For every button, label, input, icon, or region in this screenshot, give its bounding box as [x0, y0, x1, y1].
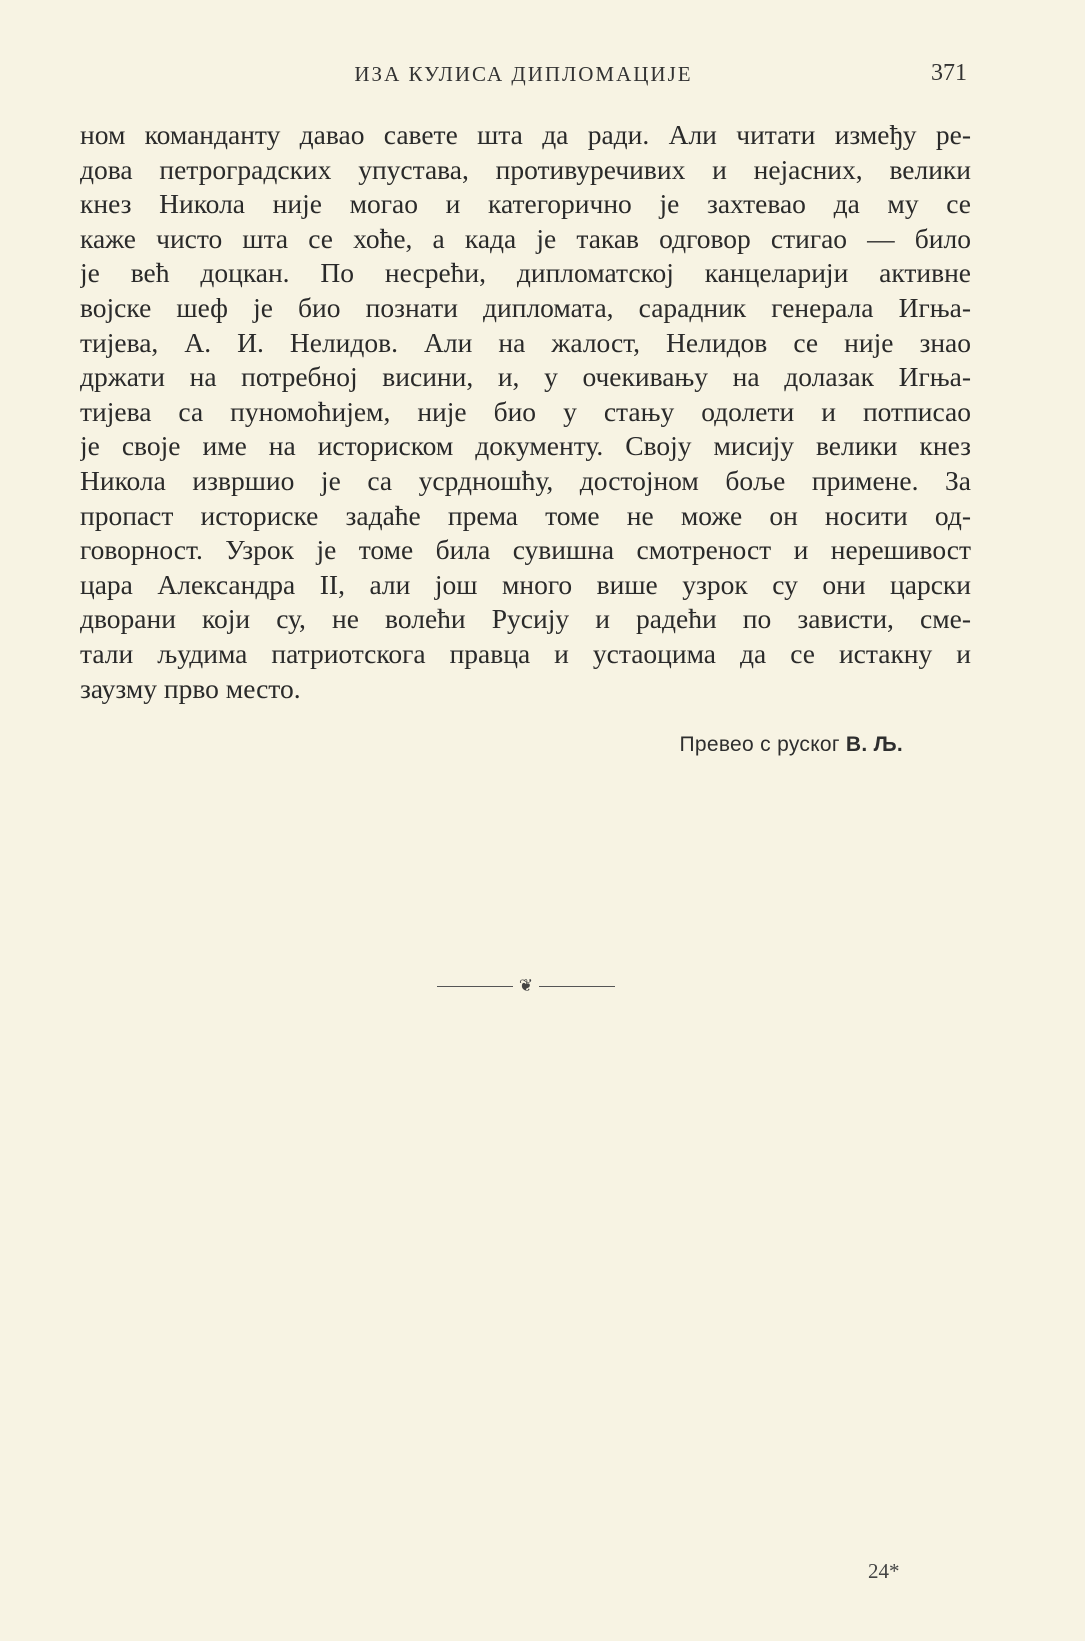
- signature-mark: 24*: [868, 1559, 900, 1583]
- ornament-rule-right: [539, 986, 615, 987]
- text-line: је већ доцкан. По несрећи, дипломатској канцеларији активне: [80, 257, 971, 289]
- translator-note: [679, 733, 903, 757]
- text-line: кнез Никола није могао и категорично је захтевао да му се: [80, 188, 971, 220]
- text-line: пропаст историске задаће према томе не може он носити од-: [80, 499, 971, 531]
- fleuron-icon: ❦: [518, 976, 534, 996]
- text-line: говорност. Узрок је томе била сувишна смотреност и нерешивост: [80, 534, 971, 566]
- text-line: дворани који су, не волећи Русију и радећи по зависти, сме-: [80, 603, 971, 635]
- text-line: војске шеф је био познати дипломата, сарадник генерала Игња-: [80, 291, 971, 323]
- text-line: цара Александра II, али још много више узрок су они царски: [80, 568, 971, 600]
- text-line: Никола извршио је са усрдношћу, достојном боље примене. За: [80, 464, 971, 496]
- text-line: тијева са пуномоћијем, није био у стању одолети и потписао: [80, 395, 971, 427]
- section-ornament: [437, 976, 615, 998]
- text-line: држати на потребној висини, и, у очекивању на долазак Игња-: [80, 361, 971, 393]
- running-title: ИЗА КУЛИСА ДИПЛОМАЦИЈЕ: [354, 62, 693, 86]
- ornament-rule-left: [437, 986, 513, 987]
- text-line: дова петроградских упустава, противуречивих и нејасних, велики: [80, 153, 971, 185]
- body-paragraph: [80, 118, 971, 706]
- running-head: [80, 58, 967, 92]
- text-line: каже чисто шта се хоће, а када је такав одговор стигао — било: [80, 222, 971, 254]
- text-line: заузму прво место.: [80, 672, 301, 704]
- text-line: тијева, А. И. Нелидов. Али на жалост, Нелидов се није знао: [80, 326, 971, 358]
- text-line: тали људима патриотскога правца и устаоцима да се истакну и: [80, 637, 971, 669]
- text-line: ном команданту давао савете шта да ради. Али читати између ре-: [80, 119, 971, 150]
- translator-label: Превео с руског: [679, 733, 840, 756]
- translator-initials: В. Љ.: [845, 733, 903, 756]
- page-number: 371: [931, 60, 967, 86]
- text-line: је своје име на историском документу. Своју мисију велики кнез: [80, 430, 971, 462]
